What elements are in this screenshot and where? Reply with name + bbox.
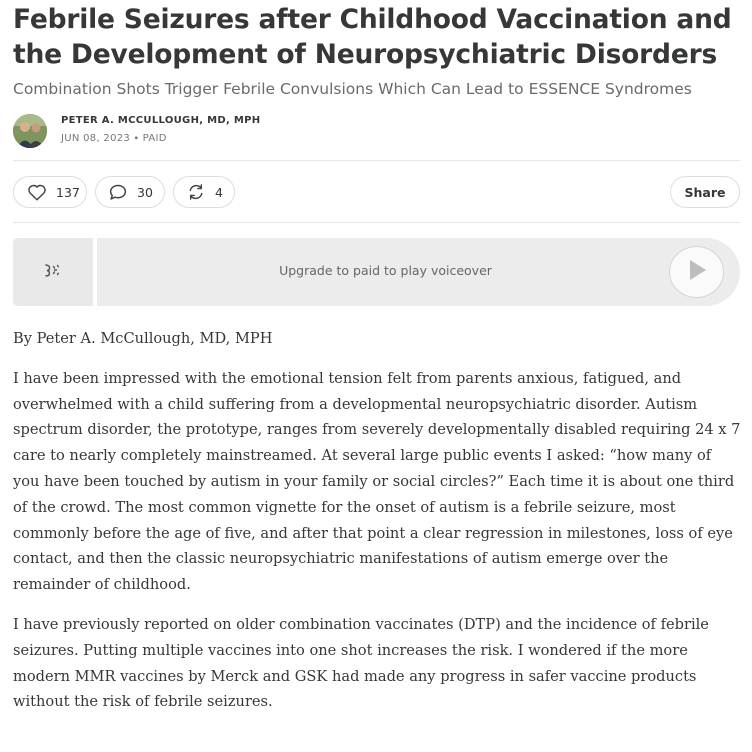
heart-icon (27, 183, 47, 201)
voiceover-icon-panel (13, 238, 93, 306)
post-meta (61, 133, 167, 144)
body-paragraph: I have previously reported on older combination vaccinates (DTP) and the incidence of febrile seizures. Putting multiple vaccines into one shot increases the risk. I wondered if the more modern MMR vaccines by Merck and GSK had made any progress in safer vaccine products without the risk of febrile seizures. (13, 615, 709, 711)
restack-count: 4 (215, 184, 223, 200)
voiceover-player[interactable] (97, 238, 740, 306)
voiceover-upgrade-text: Upgrade to paid to play voiceover (279, 263, 492, 278)
body-paragraph: I have been impressed with the emotional tension felt from parents anxious, fatigued, and overwhelmed with a child suffering from a developmental neuropsychiatric disorder. Autism spectrum disorder, the prototype, ranges from severely developmentally disabled requiring 24 x 7 care to nearly completely mainstreamed. At several large public events I asked: “how many of you have been touched by autism in your family or social circles?” Each time it is about one third of the crowd. The most common vignette for the onset of autism is a febrile seizure, most commonly before the age of five, and after that point a clear regression in milestones, loss of eye contact, and then the classic neuropsychiatric manifestations of autism emerge over the remainder of childhood. (13, 369, 741, 594)
comment-count: 30 (137, 184, 153, 200)
comment-bubble-icon (108, 183, 128, 201)
play-button[interactable] (669, 246, 724, 298)
like-count: 137 (56, 184, 80, 200)
post-title: Febrile Seizures after Childhood Vaccination and the Development of Neuropsychiatric Disorders (13, 4, 732, 70)
share-button[interactable]: Share (670, 176, 740, 208)
voice-waves-icon (42, 259, 64, 285)
post-subtitle: Combination Shots Trigger Febrile Convulsions Which Can Lead to ESSENCE Syndromes (13, 80, 692, 98)
post-date: JUN 08, 2023 (61, 133, 131, 144)
divider-bottom (13, 222, 740, 223)
meta-separator: ∙ (133, 133, 140, 144)
comment-button[interactable] (95, 176, 165, 208)
restack-button[interactable] (173, 176, 235, 208)
restack-arrows-icon (186, 183, 206, 201)
post-body (13, 326, 741, 729)
body-paragraph: By Peter A. McCullough, MD, MPH (13, 330, 273, 347)
author-avatar[interactable] (13, 114, 47, 148)
author-name[interactable]: PETER A. MCCULLOUGH, MD, MPH (61, 115, 261, 126)
divider-top (13, 160, 740, 161)
access-label: PAID (142, 133, 167, 144)
like-button[interactable] (13, 176, 87, 208)
play-icon (686, 258, 708, 286)
